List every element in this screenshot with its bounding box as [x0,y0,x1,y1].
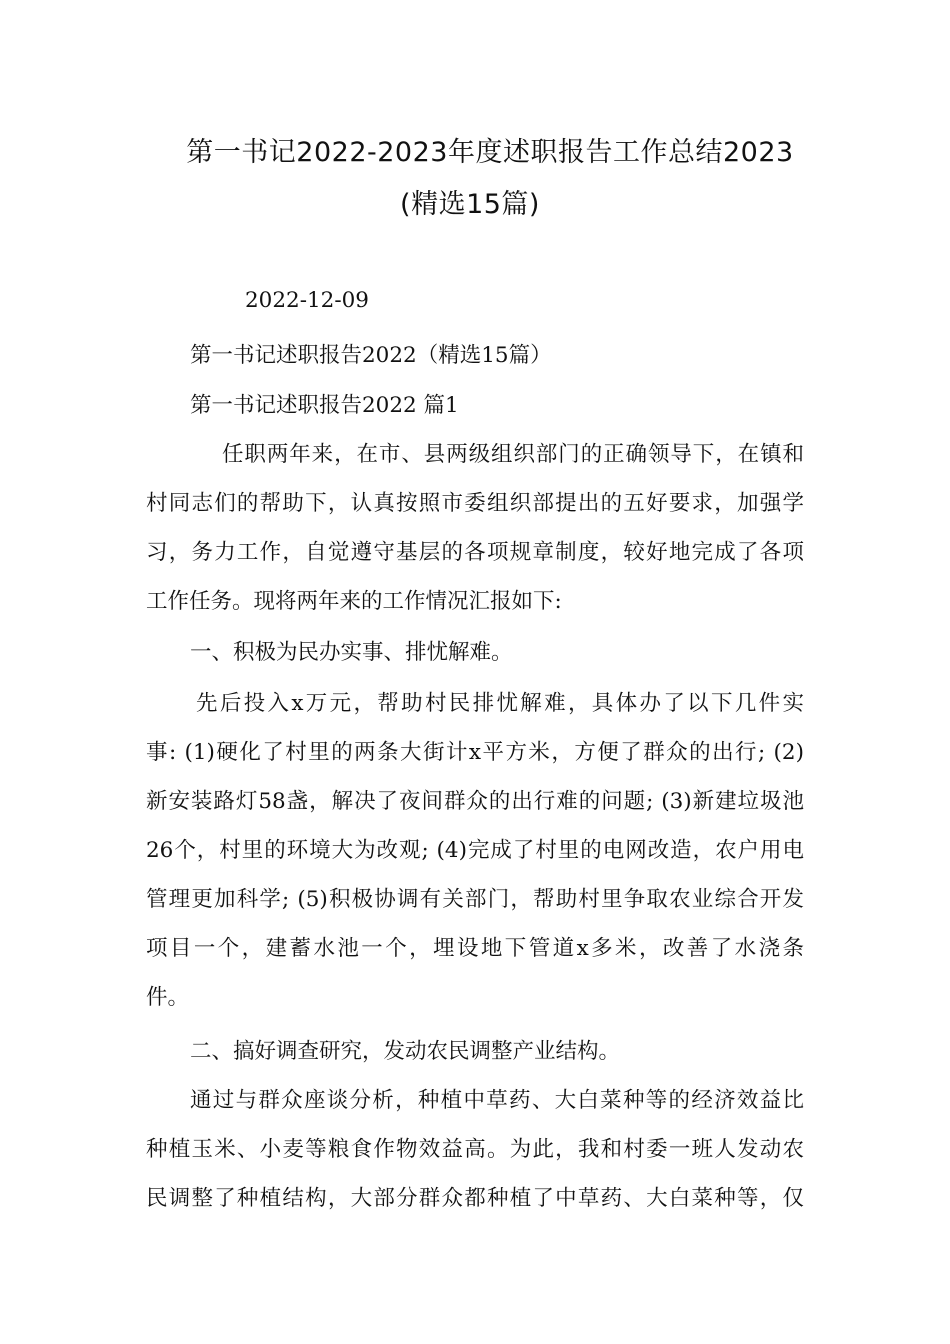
section-heading: 第一书记述职报告2022 篇1 [190,393,459,418]
paragraph-line: 26个，村里的环境大为改观; (4)完成了村里的电网改造，农户用电 [146,838,804,863]
paragraph-line: 习，务力工作，自觉遵守基层的各项规章制度，较好地完成了各项 [146,540,804,565]
paragraph-line: 民调整了种植结构，大部分群众都种植了中草药、大白菜种等，仅 [146,1186,804,1211]
subsection-heading: 一、积极为民办实事、排忧解难。 [190,640,513,665]
document-subtitle: 第一书记述职报告2022（精选15篇） [190,343,552,368]
paragraph-line: 工作任务。现将两年来的工作情况汇报如下: [146,589,562,614]
paragraph-line: 新安装路灯58盏，解决了夜间群众的出行难的问题; (3)新建垃圾池 [146,789,804,814]
paragraph-line: 管理更加科学; (5)积极协调有关部门，帮助村里争取农业综合开发 [146,887,804,912]
paragraph-line: 通过与群众座谈分析，种植中草药、大白菜种等的经济效益比 [190,1088,804,1113]
paragraph-line: 事: (1)硬化了村里的两条大街计x平方米，方便了群众的出行; (2) [146,740,804,765]
document-date: 2022-12-09 [245,288,369,313]
paragraph-line: 村同志们的帮助下，认真按照市委组织部提出的五好要求，加强学 [146,491,804,516]
paragraph-line: 先后投入x万元，帮助村民排忧解难，具体办了以下几件实 [196,691,804,716]
document-title-suffix: (精选15篇) [400,189,540,220]
subsection-heading: 二、搞好调查研究，发动农民调整产业结构。 [190,1039,621,1064]
paragraph-line: 件。 [146,985,190,1010]
document-title: 第一书记2022-2023年度述职报告工作总结2023 [186,137,794,168]
paragraph-line: 项目一个，建蓄水池一个，埋设地下管道x多米，改善了水浇条 [146,936,804,961]
paragraph-line: 种植玉米、小麦等粮食作物效益高。为此，我和村委一班人发动农 [146,1137,804,1162]
paragraph-line: 任职两年来，在市、县两级组织部门的正确领导下，在镇和 [222,442,804,467]
